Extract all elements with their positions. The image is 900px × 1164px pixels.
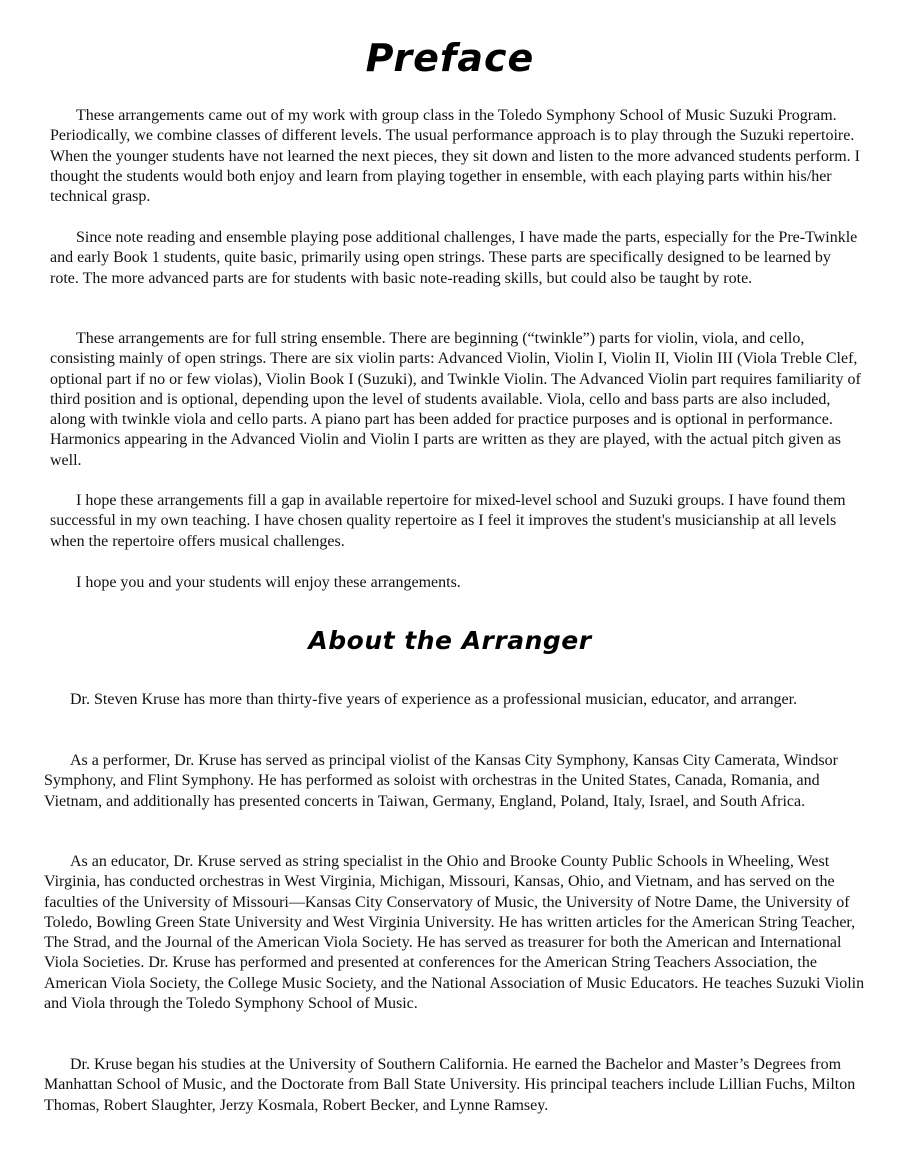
about-paragraph-2: As a performer, Dr. Kruse has served as principal violist of the Kansas City Symphony, Kansas City Camerata, Windsor Symphony, and Flint Symphony. He has performed as soloist with orchestras in the United States, Canada, Romania, and Vietnam, and additionally has presented concerts in Taiwan, Germany, England, Poland, Italy, Israel, and South Africa. <box>44 752 838 810</box>
preface-heading: Preface <box>365 36 535 80</box>
about-paragraph-4: Dr. Kruse began his studies at the University of Southern California. He earned the Bachelor and Master’s Degrees from Manhattan School of Music, and the Doctorate from Ball State University. His principal teachers include Lillian Fuchs, Milton Thomas, Robert Slaughter, Jerzy Kosmala, Robert Becker, and Lynne Ramsey. <box>44 1056 856 1114</box>
preface-paragraph-5: I hope you and your students will enjoy these arrangements. <box>76 574 461 591</box>
preface-paragraph-3: These arrangements are for full string ensemble. There are beginning (“twinkle”) parts for violin, viola, and cello, consisting mainly of open strings. There are six violin parts: Advanced Violin, Violin I, Violin II, Violin III (Viola Treble Clef, optional part if no or few violas), Violin Book I (Suzuki), and Twinkle Violin. The Advanced Violin part requires familiarity of third position and is optional, depending upon the level of students available. Viola, cello and bass parts are also included, along with twinkle viola and cello parts. A piano part has been added for practice purposes and is optional in performance. Harmonics appearing in the Advanced Violin and Violin I parts are written as they are played, with the actual pitch given as well. <box>50 330 861 469</box>
preface-paragraph-2: Since note reading and ensemble playing pose additional challenges, I have made the parts, especially for the Pre-Twinkle and early Book 1 students, quite basic, primarily using open strings. These parts are specifically designed to be learned by rote. The more advanced parts are for students with basic note-reading skills, but could also be taught by rote. <box>50 229 858 287</box>
preface-paragraph-4: I hope these arrangements fill a gap in available repertoire for mixed-level school and Suzuki groups. I have found them successful in my own teaching. I have chosen quality repertoire as I feel it improves the student's musicianship at all levels when the repertoire offers musical challenges. <box>50 492 846 550</box>
about-paragraph-3: As an educator, Dr. Kruse served as string specialist in the Ohio and Brooke County Public Schools in Wheeling, West Virginia, has conducted orchestras in West Virginia, Michigan, Missouri, Kansas, Ohio, and Vietnam, and has served on the faculties of the University of Missouri—Kansas City Conservatory of Music, the University of Notre Dame, the University of Toledo, Bowling Green State University and West Virginia University. He has written articles for the American String Teacher, The Strad, and the Journal of the American Viola Society. He has served as treasurer for both the American and International Viola Societies. Dr. Kruse has performed and presented at conferences for the American String Teachers Association, the American Viola Society, the College Music Society, and the National Association of Music Educators. He teaches Suzuki Violin and Viola through the Toledo Symphony School of Music. <box>44 853 865 1013</box>
about-heading: About the Arranger <box>308 626 592 655</box>
preface-paragraph-1: These arrangements came out of my work with group class in the Toledo Symphony School of Music Suzuki Program. Periodically, we combine classes of different levels. The usual performance approach is to play through the Suzuki repertoire. When the younger students have not learned the next pieces, they sit down and listen to the more advanced students perform. I thought the students would both enjoy and learn from playing together in ensemble, with each playing parts within his/her technical grasp. <box>50 107 860 206</box>
about-paragraph-1: Dr. Steven Kruse has more than thirty-five years of experience as a professional musician, educator, and arranger. <box>70 691 798 708</box>
